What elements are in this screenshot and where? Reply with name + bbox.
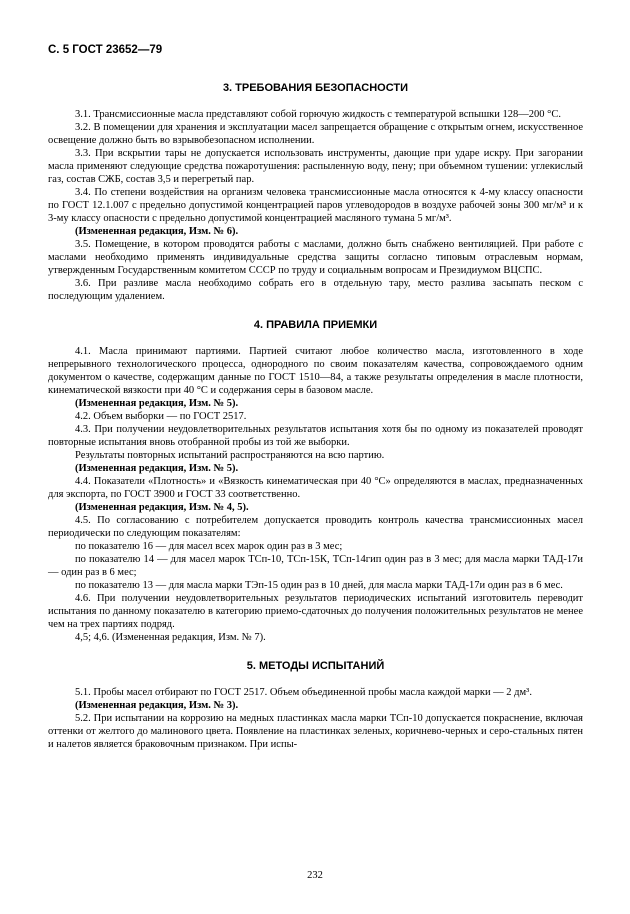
paragraph: 3.1. Трансмиссионные масла представляют собой горючую жидкость с температурой вспышки 128—200 °С.: [75, 109, 561, 120]
amendment-note: (Измененная редакция, Изм. № 4, 5).: [75, 502, 249, 513]
paragraph: 4.1. Масла принимают партиями. Партией считают любое количество масла, изготовленного в ходе непрерывного технологического процесса, однородного по своим показателям качества, сопровождаемого одним документом о качестве, содержащим данные по ГОСТ 1510—84, а также результаты определения в масле плотности, кинематической вязкости при 40 °С и содержания серы в базовом масле.: [48, 346, 583, 396]
paragraph: 3.4. По степени воздействия на организм человека трансмиссионные масла относятся к 4-му классу опасности по ГОСТ 12.1.007 с предельно допустимой концентрацией паров углеводородов в воздухе рабочей зоны 300 мг/м³ и к 3-му классу опасности с предельно допустимой концентрацией масляного тумана 5 мг/м³.: [48, 187, 583, 224]
paragraph: 4.4. Показатели «Плотность» и «Вязкость кинематическая при 40 °С» определяются в маслах, предназначенных для экспорта, по ГОСТ 3900 и ГОСТ 33 соответственно.: [48, 476, 583, 500]
paragraph: 3.2. В помещении для хранения и эксплуатации масел запрещается обращение с открытым огнем, искусственное освещение должно быть во взрывобезопасном исполнении.: [48, 122, 583, 146]
paragraph: по показателю 16 — для масел всех марок один раз в 3 мес;: [75, 541, 343, 552]
document-body: [48, 66, 583, 751]
page-header: С. 5 ГОСТ 23652—79: [48, 44, 163, 56]
paragraph: 3.5. Помещение, в котором проводятся работы с маслами, должно быть снабжено вентиляцией. При работе с маслами необходимо применять индивидуальные средства защиты согласно типовым отраслевым нормам, утвержденным Государственным комитетом СССР по труду и социальным вопросам и Президиумом ВЦСПС.: [48, 239, 583, 276]
paragraph: 4.5. По согласованию с потребителем допускается проводить контроль качества трансмиссионных масел периодически по следующим показателям:: [48, 515, 583, 539]
section-title: 3. ТРЕБОВАНИЯ БЕЗОПАСНОСТИ: [222, 82, 409, 94]
paragraph: 4.6. При получении неудовлетворительных результатов периодических испытаний изготовитель переводит испытания по данному показателю в категорию приемо-сдаточных до получения положительных результатов не менее чем на трех партиях подряд.: [48, 593, 583, 630]
section-title: 4. ПРАВИЛА ПРИЕМКИ: [253, 319, 378, 331]
paragraph: 4.2. Объем выборки — по ГОСТ 2517.: [75, 411, 247, 422]
amendment-note: (Измененная редакция, Изм. № 5).: [75, 398, 239, 409]
paragraph: 3.6. При разливе масла необходимо собрать его в отдельную тару, место разлива засыпать песком с последующим удалением.: [48, 278, 583, 302]
paragraph: 3.3. При вскрытии тары не допускается использовать инструменты, дающие при ударе искру. При загорании масла применяют следующие средства пожаротушения: распыленную воду, пену; при объемном тушении: углекислый газ, состав СЖБ, состав 3,5 и перегретый пар.: [48, 148, 583, 185]
paragraph: 4,5; 4,6. (Измененная редакция, Изм. № 7).: [75, 632, 266, 643]
page-number: 232: [307, 870, 323, 881]
paragraph: по показателю 13 — для масла марки ТЭп-15 один раз в 10 дней, для масла марки ТАД-17и один раз в 6 мес.: [75, 580, 563, 591]
amendment-note: (Измененная редакция, Изм. № 6).: [75, 226, 239, 237]
amendment-note: (Измененная редакция, Изм. № 3).: [75, 700, 239, 711]
paragraph: 4.3. При получении неудовлетворительных результатов испытания хотя бы по одному из показателей проводят повторные испытания вновь отобранной пробы из той же выборки.: [48, 424, 583, 448]
paragraph: 5.1. Пробы масел отбирают по ГОСТ 2517. Объем объединенной пробы масла каждой марки — 2 дм³.: [75, 687, 532, 698]
section-title: 5. МЕТОДЫ ИСПЫТАНИЙ: [246, 660, 385, 672]
paragraph: 5.2. При испытании на коррозию на медных пластинках масла марки ТСп-10 допускается покраснение, включая оттенки от желтого до малинового цвета. Появление на пластинках зеленых, коричнево-черных и серо-стальных пятен и налетов является браковочным признаком. При испы-: [48, 713, 583, 750]
paragraph: Результаты повторных испытаний распространяются на всю партию.: [75, 450, 385, 461]
paragraph: по показателю 14 — для масел марок ТСп-10, ТСп-15К, ТСп-14гип один раз в 3 мес; для масла марки ТАД-17и — один раз в 6 мес;: [48, 554, 583, 578]
amendment-note: (Измененная редакция, Изм. № 5).: [75, 463, 239, 474]
